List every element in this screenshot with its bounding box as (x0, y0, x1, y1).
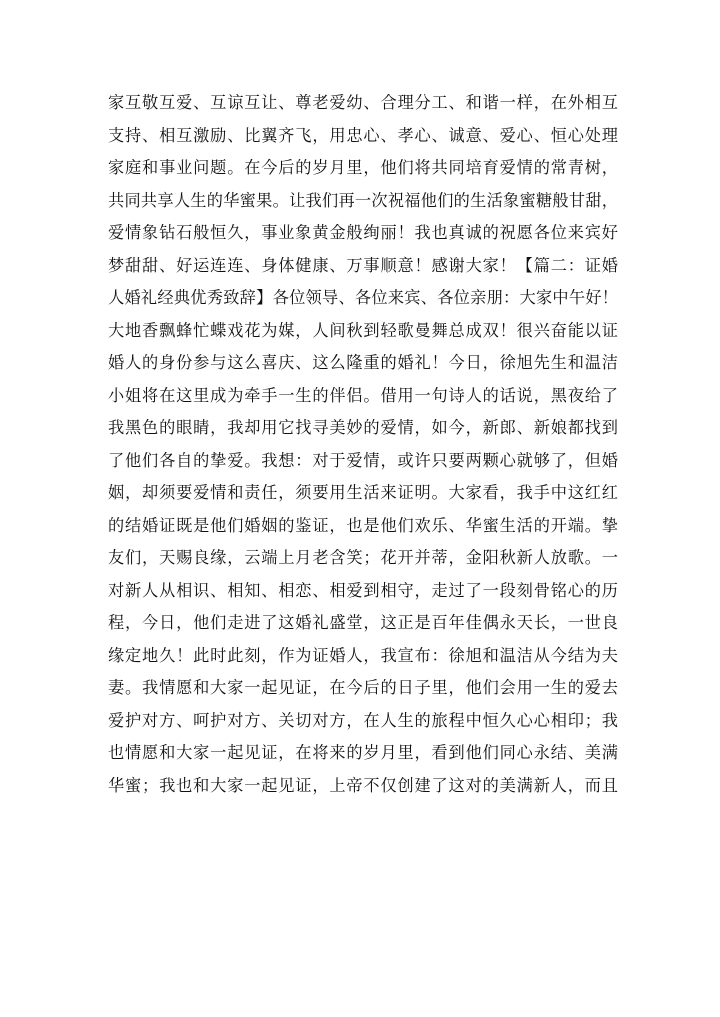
text-line: 友们，天赐良缘，云端上月老含笑；花开并蒂，金阳秋新人放歌。一 (108, 548, 618, 567)
text-line: 也情愿和大家一起见证，在将来的岁月里，看到他们同心永结、美满 (108, 743, 618, 762)
text-line: 妻。我情愿和大家一起见证，在今后的日子里，他们会用一生的爱去 (108, 678, 618, 697)
text-line: 缘定地久！此时此刻，作为证婚人，我宣布：徐旭和温洁从今结为夫 (108, 645, 618, 665)
text-line: 人婚礼经典优秀致辞】各位领导、各位来宾、各位亲朋：大家中午好！ (108, 288, 618, 307)
body-text (108, 87, 618, 802)
text-line: 家庭和事业问题。在今后的岁月里，他们将共同培育爱情的常青树， (108, 158, 618, 177)
text-line: 梦甜甜、好运连连、身体健康、万事顺意！感谢大家！【篇二：证婚 (108, 255, 618, 275)
text-line: 共同共享人生的华蜜果。让我们再一次祝福他们的生活象蜜糖般甘甜， (108, 190, 618, 210)
text-line: 程，今日，他们走进了这婚礼盛堂，这正是百年佳偶永天长，一世良 (108, 613, 618, 632)
text-line: 爱情象钻石般恒久，事业象黄金般绚丽！我也真诚的祝愿各位来宾好 (108, 223, 618, 242)
text-line: 华蜜；我也和大家一起见证，上帝不仅创建了这对的美满新人，而且 (108, 775, 618, 795)
text-line: 爱护对方、呵护对方、关切对方，在人生的旅程中恒久心心相印；我 (108, 710, 618, 730)
text-line: 对新人从相识、相知、相恋、相爱到相守，走过了一段刻骨铭心的历 (108, 580, 618, 600)
text-line: 的结婚证既是他们婚姻的鉴证，也是他们欢乐、华蜜生活的开端。挚 (108, 515, 618, 535)
text-line: 支持、相互激励、比翼齐飞，用忠心、孝心、诚意、爱心、恒心处理 (108, 125, 618, 145)
text-line: 小姐将在这里成为牵手一生的伴侣。借用一句诗人的话说，黑夜给了 (108, 385, 618, 405)
text-line: 婚人的身份参与这么喜庆、这么隆重的婚礼！今日，徐旭先生和温洁 (108, 353, 618, 372)
text-line: 我黑色的眼睛，我却用它找寻美妙的爱情，如今，新郎、新娘都找到 (108, 418, 618, 437)
text-line: 家互敬互爱、互谅互让、尊老爱幼、合理分工、和谐一样，在外相互 (108, 93, 618, 112)
text-line: 大地香飘蜂忙蝶戏花为媒，人间秋到轻歌曼舞总成双！很兴奋能以证 (108, 320, 618, 340)
text-line: 姻，却须要爱情和责任，须要用生活来证明。大家看，我手中这红红 (108, 483, 618, 502)
text-line: 了他们各自的挚爱。我想：对于爱情，或许只要两颗心就够了，但婚 (108, 450, 618, 470)
